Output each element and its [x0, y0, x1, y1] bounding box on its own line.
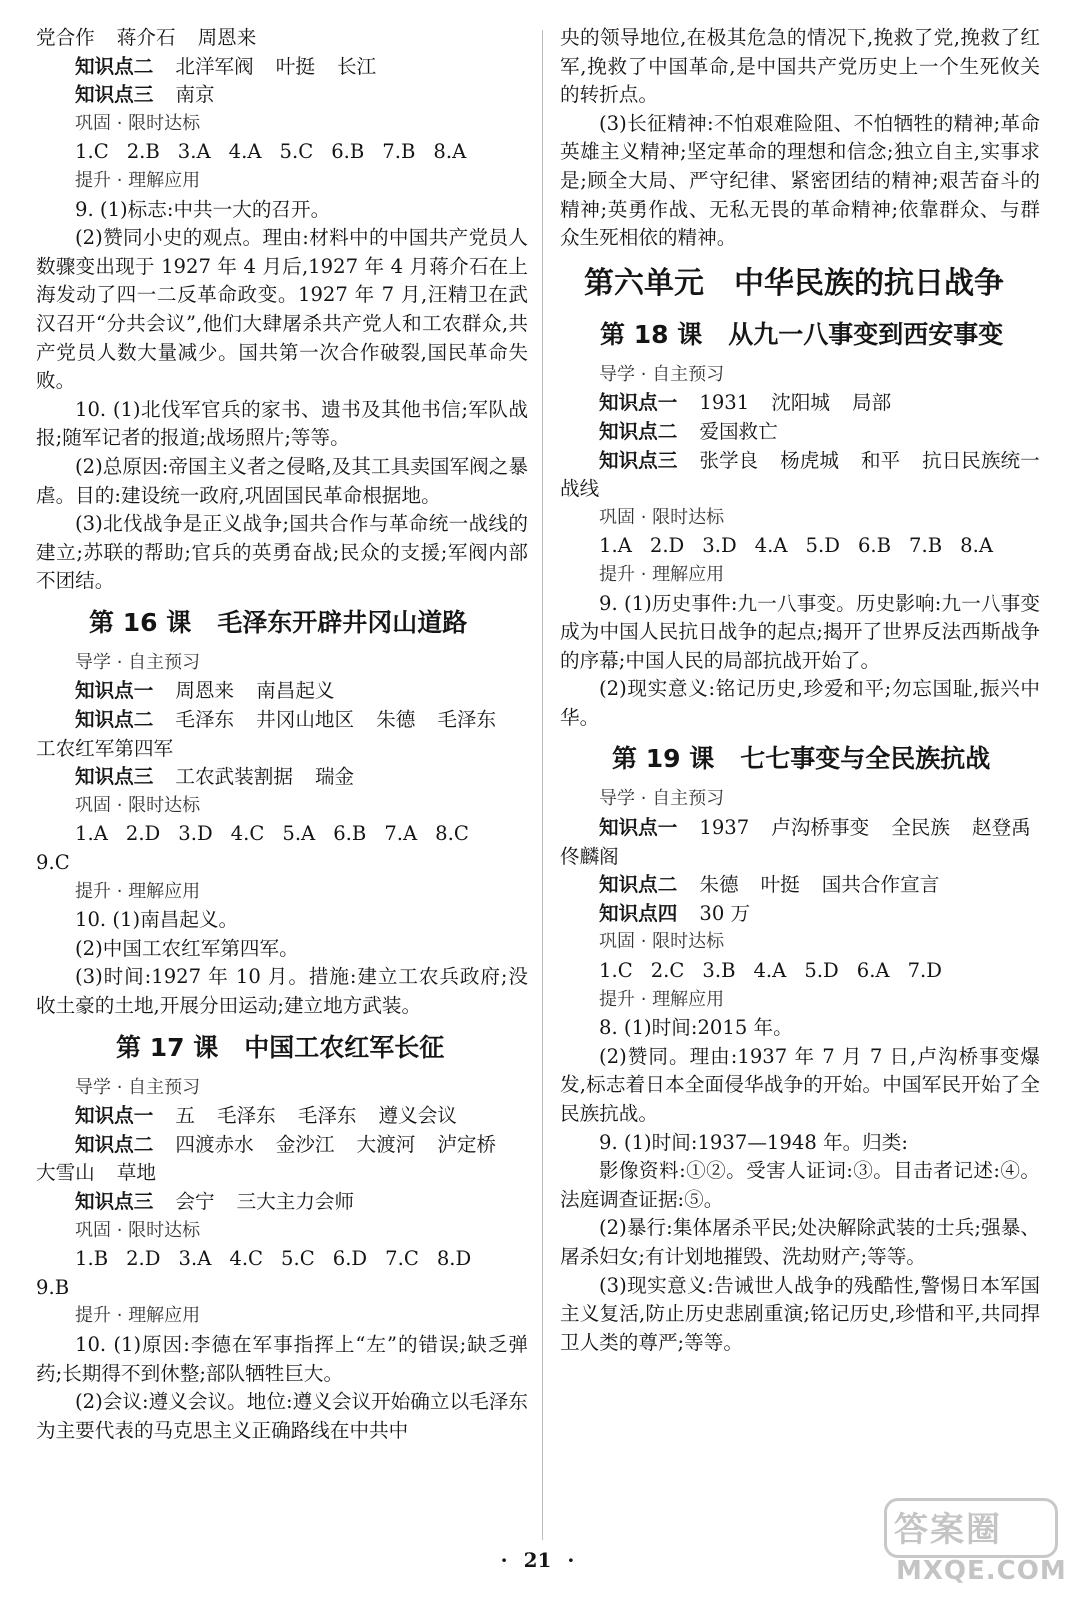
section-preview: 导学 · 自主预习 — [75, 1076, 201, 1098]
mc-answers-cont: 9.B — [36, 1275, 70, 1299]
section-improve: 提升 · 理解应用 — [75, 169, 201, 191]
knowledge-point-3: 知识点三 南京 — [75, 83, 215, 107]
answer-q10-3: (3)时间:1927 年 10 月。措施:建立工农兵政府;没收土豪的土地,开展分田运动;建立地方武装。 — [36, 965, 528, 1017]
answer-q8-1: 8. (1)时间:2015 年。 — [599, 1016, 793, 1040]
section-preview: 导学 · 自主预习 — [599, 363, 725, 385]
answer-q9-2: (2)赞同小史的观点。理由:材料中的中国共产党员人数骤变出现于 1927 年 4 月后,1927 年 4 月蒋介石在上海发动了四一二反革命政变。1927 年 7 月,汪精卫在武汉召开“分共会议”,他们大肆屠杀共产党人和工农群众,共产党员人数大量减少。国共第一次合作破裂,国民革命失败。 — [36, 226, 528, 393]
answer-q9-1: 9. (1)历史事件:九一八事变。历史影响:九一八事变成为中国人民抗日战争的起点;揭开了世界反法西斯战争的序幕;中国人民的局部抗战开始了。 — [560, 591, 1040, 672]
answer-q9-3: (3)现实意义:告诫世人战争的残酷性,警惕日本军国主义复活,防止历史悲剧重演;铭记历史,珍惜和平,共同捍卫人类的尊严;等等。 — [560, 1273, 1040, 1354]
answer-q10-2: (2)总原因:帝国主义者之侵略,及其工具卖国军阀之暴虐。目的:建设统一政府,巩固国民革命根据地。 — [36, 454, 528, 507]
knowledge-point-2: 知识点二 朱德 叶挺 国共合作宣言 — [599, 873, 940, 897]
mc-answers: 1.B 2.D 3.A 4.C 5.C 6.D 7.C 8.D — [75, 1247, 472, 1271]
answer-q10-2: (2)中国工农红军第四军。 — [75, 936, 299, 960]
knowledge-point-2-cont: 大雪山 草地 — [36, 1161, 156, 1185]
section-improve: 提升 · 理解应用 — [75, 880, 201, 902]
lesson-19-title: 第 19 课 七七事变与全民族抗战 — [612, 744, 991, 774]
answer-q8-2: (2)赞同。理由:1937 年 7 月 7 日,卢沟桥事变爆发,标志着日本全面侵华战争的开始。中国军民开始了全民族抗战。 — [560, 1044, 1040, 1125]
lesson-18-title: 第 18 课 从九一八事变到西安事变 — [600, 319, 1004, 349]
answer-q10-2-cont: 央的领导地位,在极其危急的情况下,挽救了党,挽救了红军,挽救了中国革命,是中国共产党历史上一个生死攸关的转折点。 — [560, 26, 1040, 107]
section-consolidate: 巩固 · 限时达标 — [599, 506, 725, 528]
unit-title: 第六单元 中华民族的抗日战争 — [584, 265, 1004, 301]
watermark-url: MXQE.COM — [896, 1556, 1067, 1586]
answer-q9-2: (2)暴行:集体屠杀平民;处决解除武装的士兵;强暴、屠杀妇女;有计划地摧毁、洗劫财产;等等。 — [560, 1216, 1040, 1268]
continuation-line: 党合作 蒋介石 周恩来 — [36, 26, 257, 49]
knowledge-point-3-cont: 战线 — [560, 477, 600, 501]
answer-q10-1: 10. (1)原因:李德在军事指挥上“左”的错误;缺乏弹药;长期得不到休整;部队牺牲巨大。 — [36, 1332, 528, 1385]
knowledge-point-1: 知识点一 周恩来 南昌起义 — [75, 679, 335, 703]
section-preview: 导学 · 自主预习 — [599, 788, 725, 810]
knowledge-point-1: 知识点一 1937 卢沟桥事变 全民族 赵登禹 — [599, 816, 1031, 840]
section-improve: 提升 · 理解应用 — [599, 988, 725, 1010]
knowledge-point-3: 知识点三 张学良 杨虎城 和平 抗日民族统一 — [599, 448, 1040, 472]
mc-answers: 1.A 2.D 3.D 4.A 5.D 6.B 7.B 8.A — [599, 534, 993, 558]
mc-answers: 1.C 2.B 3.A 4.A 5.C 6.B 7.B 8.A — [75, 140, 467, 164]
section-consolidate: 巩固 · 限时达标 — [75, 1219, 201, 1241]
watermark-text: 答案圈 — [894, 1510, 1002, 1550]
section-preview: 导学 · 自主预习 — [75, 651, 201, 673]
section-consolidate: 巩固 · 限时达标 — [599, 931, 725, 953]
section-consolidate: 巩固 · 限时达标 — [75, 112, 201, 134]
answer-q10-2: (2)会议:遵义会议。地位:遵义会议开始确立以毛泽东为主要代表的马克思主义正确路线在中共中 — [36, 1390, 528, 1442]
right-column — [560, 24, 1040, 1357]
answer-q9-1-classification: 影像资料:①②。受害人证词:③。目击者记述:④。法庭调查证据:⑤。 — [560, 1159, 1040, 1211]
column-divider — [542, 30, 543, 1540]
knowledge-point-1: 知识点一 五 毛泽东 毛泽东 遵义会议 — [75, 1104, 457, 1128]
watermark-logo — [878, 1498, 1067, 1594]
knowledge-point-2: 知识点二 四渡赤水 金沙江 大渡河 泸定桥 — [75, 1132, 497, 1156]
left-column — [36, 24, 528, 1445]
answer-q10-3: (3)长征精神:不怕艰难险阻、不怕牺牲的精神;革命英雄主义精神;坚定革命的理想和信念;独立自主,实事求是;顾全大局、严守纪律、紧密团结的精神;艰苦奋斗的精神;英勇作战、无私无畏的革命精神;依靠群众、与群众生死相依的精神。 — [560, 111, 1040, 250]
lesson-16-title: 第 16 课 毛泽东开辟井冈山道路 — [89, 607, 468, 637]
knowledge-point-2: 知识点二 毛泽东 井冈山地区 朱德 毛泽东 — [75, 708, 497, 732]
knowledge-point-2: 知识点二 北洋军阀 叶挺 长江 — [75, 54, 377, 78]
mc-answers: 1.C 2.C 3.B 4.A 5.D 6.A 7.D — [599, 959, 942, 983]
section-consolidate: 巩固 · 限时达标 — [75, 794, 201, 816]
page-number: · 21 · — [500, 1548, 575, 1572]
answer-q9-2: (2)现实意义:铭记历史,珍爱和平;勿忘国耻,振兴中华。 — [560, 677, 1040, 729]
knowledge-point-2-cont: 工农红军第四军 — [36, 736, 174, 760]
answer-q10-3: (3)北伐战争是正义战争;国共合作与革命统一战线的建立;苏联的帮助;官兵的英勇奋战;民众的支援;军阀内部不团结。 — [36, 512, 528, 593]
mc-answers: 1.A 2.D 3.D 4.C 5.A 6.B 7.A 8.C — [75, 822, 469, 846]
answer-q9-1: 9. (1)时间:1937—1948 年。归类: — [599, 1130, 908, 1154]
section-improve: 提升 · 理解应用 — [599, 563, 725, 585]
answer-q9-1: 9. (1)标志:中共一大的召开。 — [75, 197, 331, 221]
knowledge-point-3: 知识点三 会宁 三大主力会师 — [75, 1189, 355, 1213]
knowledge-point-1: 知识点一 1931 沈阳城 局部 — [599, 391, 892, 415]
mc-answers-cont: 9.C — [36, 851, 70, 875]
section-improve: 提升 · 理解应用 — [75, 1305, 201, 1327]
knowledge-point-2: 知识点二 爱国救亡 — [599, 419, 778, 443]
lesson-17-title: 第 17 课 中国工农红军长征 — [116, 1032, 445, 1062]
knowledge-point-4: 知识点四 30 万 — [599, 901, 751, 925]
knowledge-point-3: 知识点三 工农武装割据 瑞金 — [75, 765, 355, 789]
knowledge-point-1-cont: 佟麟阁 — [560, 844, 619, 868]
answer-q10-1: 10. (1)南昌起义。 — [75, 908, 239, 932]
answer-q10-1: 10. (1)北伐军官兵的家书、遗书及其他书信;军队战报;随军记者的报道;战场照片;等等。 — [36, 397, 528, 450]
